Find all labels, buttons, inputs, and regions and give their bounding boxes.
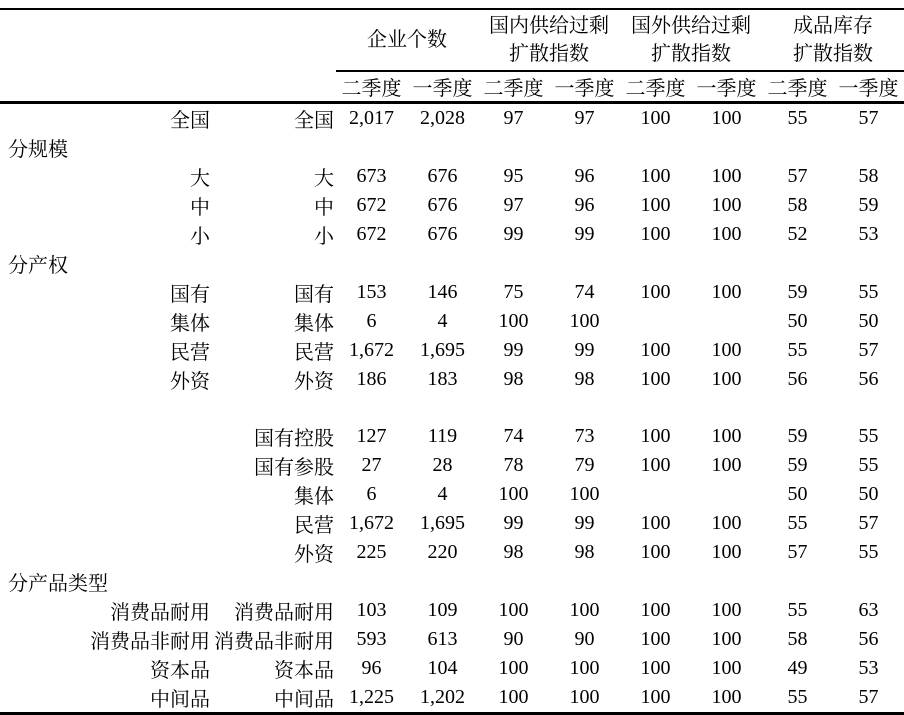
value-cell: 127 [356, 424, 387, 447]
value-cell: 55 [858, 453, 879, 476]
value-cell: 1,672 [349, 511, 394, 534]
column-group-label-line1: 国外供给过剩 [631, 15, 751, 37]
value-cell [478, 567, 549, 596]
row-label-right: 外资 [294, 371, 334, 393]
value-cell: 153 [356, 281, 387, 303]
value-cell: 100 [640, 223, 671, 245]
value-cell: 50 [858, 310, 879, 332]
column-group-header [478, 9, 620, 71]
value-cell: 27 [361, 453, 382, 476]
value-cell: 56 [787, 368, 808, 390]
value-cell: 53 [858, 656, 879, 679]
value-cell: 100 [711, 598, 742, 621]
row-label-right [212, 567, 336, 596]
value-cell: 57 [858, 685, 879, 708]
value-cell: 100 [711, 194, 742, 216]
value-cell: 100 [711, 339, 742, 361]
value-cell [691, 133, 762, 162]
value-cell: 1,202 [420, 685, 465, 708]
row-label-right: 消费品非耐用 [214, 630, 334, 653]
quarter-column-header: 一季度 [833, 71, 904, 103]
value-cell: 98 [503, 368, 524, 390]
value-cell: 57 [858, 107, 879, 129]
value-cell: 63 [858, 598, 879, 621]
value-cell: 100 [498, 598, 529, 621]
row-label-right: 外资 [294, 543, 334, 566]
table-body [0, 103, 904, 714]
value-cell: 96 [574, 165, 595, 187]
value-cell: 58 [787, 194, 808, 216]
value-cell: 58 [787, 627, 808, 650]
value-cell: 99 [503, 223, 524, 245]
value-cell: 98 [574, 368, 595, 390]
value-cell [407, 567, 478, 596]
value-cell: 57 [858, 511, 879, 534]
value-cell: 99 [503, 511, 524, 534]
value-cell [549, 133, 620, 162]
value-cell: 146 [427, 281, 458, 303]
value-cell: 59 [787, 281, 808, 303]
table-row [0, 451, 904, 480]
value-cell: 99 [574, 223, 595, 245]
value-cell [762, 567, 833, 596]
value-cell [691, 567, 762, 596]
table-row [0, 625, 904, 654]
section-label: 分规模 [8, 139, 68, 161]
value-cell: 100 [498, 685, 529, 708]
value-cell: 28 [432, 453, 453, 476]
value-cell: 100 [640, 424, 671, 447]
value-cell [478, 249, 549, 278]
value-cell: 104 [427, 656, 458, 679]
value-cell: 1,225 [349, 685, 394, 708]
value-cell: 96 [361, 656, 382, 679]
value-cell [478, 133, 549, 162]
value-cell: 109 [427, 598, 458, 621]
value-cell: 100 [640, 598, 671, 621]
value-cell: 100 [640, 511, 671, 534]
row-label-right: 民营 [294, 342, 334, 364]
row-label-left: 消费品非耐用 [90, 630, 210, 653]
table-row [0, 162, 904, 191]
value-cell: 100 [711, 656, 742, 679]
row-label-left: 消费品耐用 [110, 601, 210, 624]
row-label-left: 中 [190, 197, 210, 219]
row-label-left: 中间品 [150, 688, 210, 711]
table-row [0, 220, 904, 249]
group-header-row [0, 9, 904, 71]
quarter-column-header: 二季度 [478, 71, 549, 103]
row-label-right: 中间品 [274, 688, 334, 711]
column-group-label-line1: 成品库存 [793, 15, 873, 37]
value-cell: 186 [356, 368, 387, 390]
value-cell: 97 [503, 194, 524, 216]
value-cell: 100 [640, 368, 671, 390]
value-cell: 100 [711, 511, 742, 534]
section-label: 分产品类型 [8, 572, 108, 595]
value-cell: 676 [427, 165, 458, 187]
value-cell [833, 567, 904, 596]
value-cell: 98 [503, 540, 524, 563]
value-cell: 99 [503, 339, 524, 361]
column-group-header [620, 9, 762, 71]
value-cell [620, 133, 691, 162]
value-cell: 59 [787, 424, 808, 447]
value-cell: 1,695 [420, 511, 465, 534]
value-cell: 225 [356, 540, 387, 563]
row-label-right [212, 133, 336, 162]
row-label-right [212, 249, 336, 278]
quarter-column-header: 二季度 [336, 71, 407, 103]
value-cell: 55 [787, 685, 808, 708]
value-cell: 1,695 [420, 339, 465, 361]
value-cell [620, 567, 691, 596]
value-cell: 100 [640, 165, 671, 187]
row-label-right: 全国 [294, 110, 334, 132]
value-cell: 103 [356, 598, 387, 621]
value-cell: 100 [640, 685, 671, 708]
row-label-left: 民营 [170, 342, 210, 364]
value-cell: 100 [711, 223, 742, 245]
value-cell: 56 [858, 627, 879, 650]
row-label-left: 国有 [170, 284, 210, 306]
value-cell [620, 249, 691, 278]
value-cell: 6 [366, 310, 377, 332]
value-cell: 2,017 [349, 107, 394, 129]
row-label-left: 全国 [170, 110, 210, 132]
table-row [0, 654, 904, 683]
value-cell: 74 [503, 424, 524, 447]
table-row [0, 307, 904, 336]
value-cell: 55 [787, 107, 808, 129]
spacer-cell [0, 394, 904, 422]
value-cell: 98 [574, 540, 595, 563]
diffusion-index-table [0, 8, 904, 715]
quarter-column-header: 一季度 [691, 71, 762, 103]
column-group-label-line2: 扩散指数 [651, 43, 731, 65]
value-cell: 50 [858, 482, 879, 505]
value-cell: 95 [503, 165, 524, 187]
value-cell: 57 [858, 339, 879, 361]
value-cell: 100 [711, 107, 742, 129]
value-cell: 73 [574, 424, 595, 447]
value-cell: 4 [437, 310, 448, 332]
value-cell [620, 307, 691, 336]
value-cell: 74 [574, 281, 595, 303]
value-cell [762, 133, 833, 162]
value-cell: 100 [569, 598, 600, 621]
value-cell [336, 133, 407, 162]
value-cell: 673 [356, 165, 387, 187]
quarter-column-header: 二季度 [620, 71, 691, 103]
value-cell: 57 [787, 165, 808, 187]
row-label-left: 集体 [170, 313, 210, 335]
value-cell: 613 [427, 627, 458, 650]
value-cell: 53 [858, 223, 879, 245]
table-row [0, 278, 904, 307]
value-cell: 55 [858, 281, 879, 303]
value-cell: 100 [569, 685, 600, 708]
section-row [0, 567, 904, 596]
value-cell: 220 [427, 540, 458, 563]
table-row [0, 422, 904, 451]
row-label-left: 外资 [170, 371, 210, 393]
value-cell: 100 [569, 310, 600, 332]
value-cell [691, 249, 762, 278]
section-row [0, 133, 904, 162]
column-group-header [336, 9, 478, 71]
value-cell: 100 [711, 540, 742, 563]
row-label-right: 大 [314, 168, 334, 190]
value-cell: 55 [787, 339, 808, 361]
row-label-left [0, 538, 212, 567]
value-cell [407, 133, 478, 162]
value-cell [833, 249, 904, 278]
value-cell: 49 [787, 656, 808, 679]
value-cell: 100 [498, 656, 529, 679]
value-cell: 100 [711, 685, 742, 708]
value-cell: 100 [640, 656, 671, 679]
value-cell: 100 [569, 482, 600, 505]
row-label-left [0, 422, 212, 451]
value-cell: 100 [640, 540, 671, 563]
value-cell [336, 249, 407, 278]
value-cell [549, 567, 620, 596]
value-cell [620, 480, 691, 509]
value-cell: 100 [711, 368, 742, 390]
value-cell: 99 [574, 511, 595, 534]
value-cell: 4 [437, 482, 448, 505]
value-cell: 75 [503, 281, 524, 303]
row-label-right: 国有参股 [254, 456, 334, 479]
table-row [0, 683, 904, 714]
value-cell: 58 [858, 165, 879, 187]
value-cell: 55 [787, 598, 808, 621]
row-label-left [0, 480, 212, 509]
value-cell: 100 [640, 194, 671, 216]
value-cell: 119 [427, 424, 458, 447]
row-label-left [0, 451, 212, 480]
row-label-left [0, 509, 212, 538]
value-cell: 55 [787, 511, 808, 534]
value-cell: 50 [787, 482, 808, 505]
row-label-left: 大 [190, 168, 210, 190]
row-label-right: 国有 [294, 284, 334, 306]
table-row [0, 365, 904, 394]
row-label-right: 消费品耐用 [234, 601, 334, 624]
value-cell: 90 [503, 627, 524, 650]
row-label-right: 资本品 [274, 659, 334, 682]
column-group-label-line2: 扩散指数 [509, 43, 589, 65]
quarter-column-header: 一季度 [549, 71, 620, 103]
column-group-label-line1: 国内供给过剩 [489, 15, 609, 37]
row-label-right: 集体 [294, 485, 334, 508]
table-row [0, 103, 904, 134]
value-cell: 90 [574, 627, 595, 650]
corner-cell [0, 9, 336, 103]
value-cell: 56 [858, 368, 879, 390]
value-cell: 100 [640, 453, 671, 476]
value-cell: 100 [640, 281, 671, 303]
value-cell: 2,028 [420, 107, 465, 129]
value-cell: 57 [787, 540, 808, 563]
column-group-label-line1: 企业个数 [367, 29, 447, 51]
value-cell: 96 [574, 194, 595, 216]
value-cell [762, 249, 833, 278]
value-cell: 672 [356, 223, 387, 245]
value-cell: 52 [787, 223, 808, 245]
value-cell: 100 [711, 627, 742, 650]
table-row [0, 509, 904, 538]
row-label-right: 民营 [294, 514, 334, 537]
value-cell: 100 [711, 453, 742, 476]
row-label-left: 小 [190, 226, 210, 248]
value-cell: 97 [503, 107, 524, 129]
table-row [0, 191, 904, 220]
section-row [0, 249, 904, 278]
value-cell: 6 [366, 482, 377, 505]
row-label-right: 中 [314, 197, 334, 219]
table-row [0, 480, 904, 509]
value-cell: 676 [427, 223, 458, 245]
value-cell: 672 [356, 194, 387, 216]
value-cell: 100 [498, 482, 529, 505]
value-cell: 59 [858, 194, 879, 216]
value-cell: 676 [427, 194, 458, 216]
value-cell: 55 [858, 424, 879, 447]
value-cell: 1,672 [349, 339, 394, 361]
value-cell: 100 [569, 656, 600, 679]
row-label-right: 集体 [294, 313, 334, 335]
quarter-column-header: 二季度 [762, 71, 833, 103]
value-cell [691, 480, 762, 509]
value-cell: 100 [711, 165, 742, 187]
value-cell: 100 [498, 310, 529, 332]
value-cell: 100 [640, 339, 671, 361]
spacer-row [0, 394, 904, 422]
value-cell [336, 567, 407, 596]
table-row [0, 596, 904, 625]
value-cell [691, 307, 762, 336]
quarter-column-header: 一季度 [407, 71, 478, 103]
column-group-header [762, 9, 904, 71]
table-row [0, 336, 904, 365]
row-label-right: 小 [314, 226, 334, 248]
column-group-label-line2: 扩散指数 [793, 43, 873, 65]
value-cell [833, 133, 904, 162]
row-label-left: 资本品 [150, 659, 210, 682]
value-cell: 50 [787, 310, 808, 332]
value-cell: 55 [858, 540, 879, 563]
value-cell: 99 [574, 339, 595, 361]
value-cell: 100 [640, 107, 671, 129]
section-label: 分产权 [8, 255, 68, 277]
value-cell: 100 [640, 627, 671, 650]
value-cell [407, 249, 478, 278]
value-cell: 100 [711, 424, 742, 447]
row-label-right: 国有控股 [254, 427, 334, 450]
value-cell: 79 [574, 453, 595, 476]
value-cell: 78 [503, 453, 524, 476]
value-cell: 97 [574, 107, 595, 129]
table-row [0, 538, 904, 567]
value-cell: 593 [356, 627, 387, 650]
value-cell [549, 249, 620, 278]
value-cell: 100 [711, 281, 742, 303]
value-cell: 59 [787, 453, 808, 476]
value-cell: 183 [427, 368, 458, 390]
